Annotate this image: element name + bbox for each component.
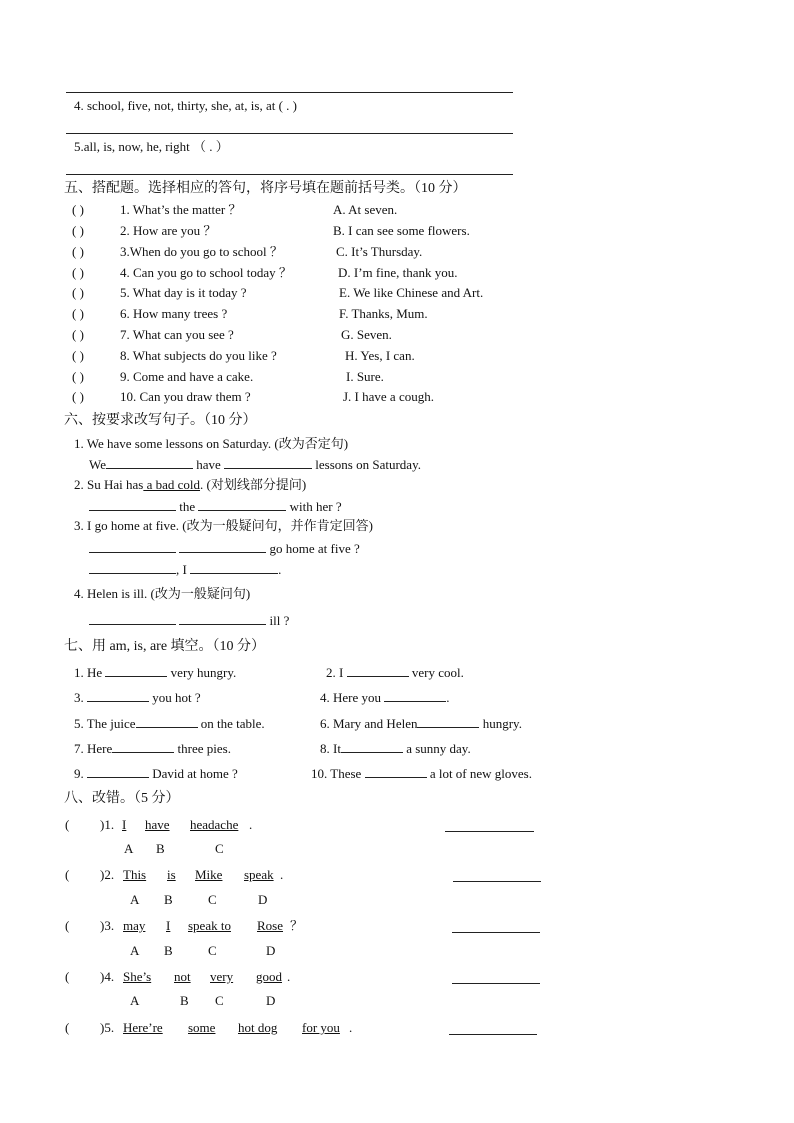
match-question: 2. How are you ？ [120, 223, 217, 238]
correction-paren: ( [65, 1020, 70, 1035]
rewrite-q3: 3. I go home at five. (改为一般疑问句，并作肯定回答) [74, 518, 373, 533]
correction-word-b: is [167, 867, 176, 882]
option-letter: D [266, 993, 276, 1008]
fill-blank[interactable] [87, 689, 149, 702]
correction-word-c: very [210, 969, 234, 984]
match-question: 8. What subjects do you like ? [120, 348, 277, 363]
fill-item: 9. David at home ? [74, 766, 238, 781]
rewrite-q4-answer: ill ? [89, 612, 289, 629]
correction-paren: ( [65, 867, 70, 882]
fill-blank[interactable] [89, 612, 176, 625]
correction-number: )1. [100, 817, 115, 832]
correction-answer-line[interactable] [453, 881, 541, 882]
answer-paren: ( ) [72, 327, 84, 342]
fill-blank[interactable] [87, 765, 149, 778]
correction-word-b: some [188, 1020, 216, 1035]
answer-paren: ( ) [72, 306, 84, 321]
match-answer: I. Sure. [346, 369, 384, 384]
match-question: 1. What’s the matter ？ [120, 202, 242, 217]
fill-blank[interactable] [198, 498, 286, 511]
correction-word-d: speak [244, 867, 274, 882]
fill-item: 2. I very cool. [326, 665, 464, 680]
fill-blank[interactable] [179, 540, 266, 553]
fill-blank[interactable] [365, 765, 427, 778]
rewrite-q2: 2. Su Hai has a bad cold. (对划线部分提问) [74, 477, 307, 492]
correction-word-d: good [256, 969, 282, 984]
fill-item: 5. The juice on the table. [74, 716, 265, 731]
correction-word-c: hot dog [238, 1020, 278, 1035]
fill-item: 7. Here three pies. [74, 741, 231, 756]
fill-blank[interactable] [89, 498, 176, 511]
fill-blank[interactable] [179, 612, 266, 625]
sentence-end: . [287, 969, 291, 984]
section-7-heading: 七、用 am, is, are 填空。（10 分） [64, 639, 266, 654]
correction-word-b: not [174, 969, 191, 984]
match-question: 7. What can you see ? [120, 327, 234, 342]
sentence-end: . [280, 867, 284, 882]
fill-blank[interactable] [384, 689, 446, 702]
option-letter: C [215, 841, 224, 856]
fill-item: 10. These a lot of new gloves. [311, 766, 532, 781]
correction-answer-line[interactable] [445, 831, 534, 832]
fill-blank[interactable] [224, 456, 312, 469]
section-5-heading: 五、搭配题。选择相应的答句，将序号填在题前括号类。（10 分） [64, 181, 467, 196]
fill-blank[interactable] [190, 561, 278, 574]
correction-word-b: have [145, 817, 170, 832]
correction-word-a: Here’re [123, 1020, 163, 1035]
fill-blank[interactable] [89, 540, 176, 553]
correction-word-a: She’s [123, 969, 152, 984]
correction-paren: ( [65, 969, 70, 984]
option-letter: D [258, 892, 268, 907]
match-answer: D. I’m fine, thank you. [338, 265, 458, 280]
rewrite-q1-answer: We have lessons on Saturday. [89, 457, 421, 472]
fill-item: 6. Mary and Helen hungry. [320, 716, 522, 731]
correction-word-a: may [123, 918, 146, 933]
option-letter: C [215, 993, 224, 1008]
fill-blank[interactable] [347, 664, 409, 677]
correction-word-a: I [122, 817, 127, 832]
match-question: 3.When do you go to school ？ [120, 244, 283, 259]
answer-paren: ( ) [72, 369, 84, 384]
answer-paren: ( ) [72, 202, 84, 217]
sentence-end: . [249, 817, 253, 832]
correction-word-a: This [123, 867, 147, 882]
fill-blank[interactable] [106, 456, 193, 469]
section-8-heading: 八、改错。（5 分） [64, 791, 180, 806]
match-answer: C. It’s Thursday. [336, 244, 423, 259]
fill-blank[interactable] [105, 664, 167, 677]
section-6-heading: 六、按要求改写句子。（10 分） [64, 413, 257, 428]
option-letter: C [208, 943, 217, 958]
correction-number: )5. [100, 1020, 115, 1035]
answer-paren: ( ) [72, 348, 84, 363]
correction-answer-line[interactable] [449, 1034, 537, 1035]
correction-paren: ( [65, 817, 70, 832]
option-letter: B [164, 892, 173, 907]
answer-paren: ( ) [72, 223, 84, 238]
fill-blank[interactable] [112, 740, 174, 753]
option-letter: A [130, 943, 140, 958]
correction-word-d: Rose [257, 918, 283, 933]
sentence-end: ？ [290, 918, 304, 933]
correction-answer-line[interactable] [452, 983, 540, 984]
match-answer: F. Thanks, Mum. [339, 306, 428, 321]
match-answer: B. I can see some flowers. [333, 223, 470, 238]
answer-line [66, 174, 513, 175]
fill-blank[interactable] [136, 715, 198, 728]
fill-item: 8. It a sunny day. [320, 741, 471, 756]
match-answer: H. Yes, I can. [345, 348, 415, 363]
match-question: 9. Come and have a cake. [120, 369, 254, 384]
match-question: 5. What day is it today ? [120, 285, 247, 300]
option-letter: A [130, 892, 140, 907]
option-letter: A [124, 841, 134, 856]
answer-paren: ( ) [72, 244, 84, 259]
answer-paren: ( ) [72, 265, 84, 280]
sentence-end: . [349, 1020, 353, 1035]
question-4: 4. school, five, not, thirty, she, at, is, at ( . ) [74, 98, 298, 113]
option-letter: B [164, 943, 173, 958]
match-question: 10. Can you draw them ? [120, 389, 251, 404]
answer-paren: ( ) [72, 389, 84, 404]
fill-item: 4. Here you . [320, 690, 450, 705]
fill-item: 3. you hot ? [74, 690, 201, 705]
rewrite-q2-answer: the with her ? [89, 498, 342, 515]
correction-word-c: headache [190, 817, 239, 832]
match-answer: E. We like Chinese and Art. [339, 285, 484, 300]
fill-blank[interactable] [89, 561, 176, 574]
match-question: 6. How many trees ? [120, 306, 228, 321]
underlined-phrase: a bad cold [143, 477, 201, 492]
correction-answer-line[interactable] [452, 932, 540, 933]
answer-paren: ( ) [72, 285, 84, 300]
option-letter: C [208, 892, 217, 907]
correction-word-c: Mike [195, 867, 223, 882]
match-answer: A. At seven. [333, 202, 398, 217]
correction-number: )2. [100, 867, 115, 882]
rewrite-q4: 4. Helen is ill. (改为一般疑问句) [74, 586, 251, 601]
fill-blank[interactable] [417, 715, 479, 728]
option-letter: A [130, 993, 140, 1008]
match-answer: G. Seven. [341, 327, 392, 342]
correction-number: )4. [100, 969, 115, 984]
option-letter: B [156, 841, 165, 856]
answer-line [66, 133, 513, 134]
option-letter: B [180, 993, 189, 1008]
correction-word-c: speak to [188, 918, 231, 933]
rewrite-q3-reply: , I . [89, 561, 281, 578]
match-question: 4. Can you go to school today ？ [120, 265, 292, 280]
fill-blank[interactable] [341, 740, 403, 753]
correction-word-b: I [166, 918, 171, 933]
match-answer: J. I have a cough. [343, 389, 434, 404]
option-letter: D [266, 943, 276, 958]
question-5: 5.all, is, now, he, right （ . ） [74, 139, 229, 154]
rewrite-q3-answer: go home at five ? [89, 540, 360, 557]
correction-paren: ( [65, 918, 70, 933]
correction-number: )3. [100, 918, 115, 933]
rewrite-q1: 1. We have some lessons on Saturday. (改为否定句) [74, 436, 349, 451]
answer-line [66, 92, 513, 93]
fill-item: 1. He very hungry. [74, 665, 237, 680]
correction-word-d: for you [302, 1020, 340, 1035]
